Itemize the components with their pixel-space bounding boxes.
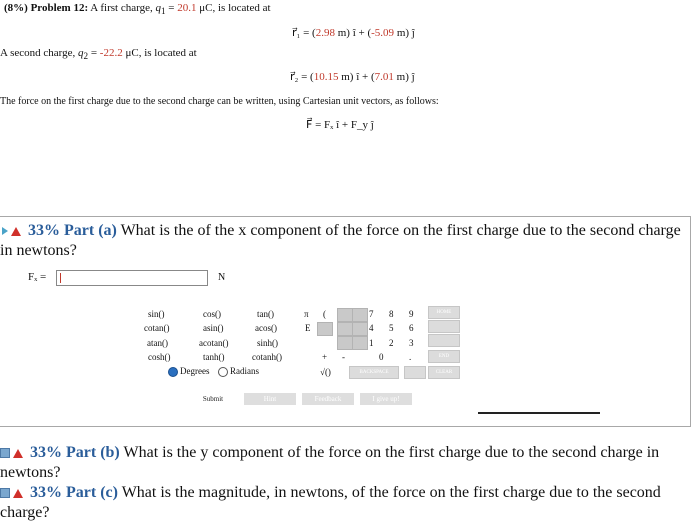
calc-atan-button[interactable]: atan() [147,338,168,348]
calc-blank-key[interactable] [337,336,353,350]
expand-arrow-icon[interactable] [2,227,8,235]
warning-icon [13,449,23,458]
calc-dot-button[interactable]: . [409,352,412,362]
r1-suffix: m) ĵ [394,27,415,39]
force-description: The force on the first charge due to the second charge can be written, using Cartesian unit vectors, as follows: [0,96,439,107]
calc-digit-2[interactable]: 2 [389,338,394,348]
degrees-option[interactable] [168,366,209,377]
collapsed-panel-icon [0,448,10,458]
problem-header: (8%) Problem 12: A first charge, $q_1 = 20.1$ μC, is located at [4,2,271,17]
calc-cotanh-button[interactable]: cotanh() [252,352,282,362]
calc-home-button[interactable]: HOME [428,306,460,319]
give-up-button[interactable]: I give up! [360,393,412,405]
calc-acotan-button[interactable]: acotan() [199,338,229,348]
hint-button[interactable]: Hint [244,393,296,405]
q1-symbol: q [155,2,161,14]
second-intro: A second charge, [0,47,76,59]
calc-digit-5[interactable]: 5 [389,323,394,333]
part-b-question-line2: newtons? [0,464,61,481]
part-c-label: Part (c) [66,484,118,501]
radians-label: Radians [230,366,259,376]
r2-equation [290,70,415,83]
calc-sin-button[interactable]: sin() [148,309,165,319]
calc-left-arrow-button[interactable] [428,320,460,333]
second-charge-text: A second charge, $q_2 = -22.2$ μC, is located at [0,47,197,62]
part-a-question-line2: in newtons? [0,242,77,259]
feedback-button[interactable]: Feedback [302,393,354,405]
calc-sinh-button[interactable]: sinh() [257,338,278,348]
unit-label: N [218,272,226,283]
part-b-header[interactable] [0,443,659,463]
calc-digit-6[interactable]: 6 [409,323,414,333]
calc-blank-key[interactable] [352,336,368,350]
r1-prefix: r⃗₁ = ( [292,27,316,39]
part-a-question: What is the of the x component of the force on the first charge due to the second charge [120,222,681,239]
calc-asin-button[interactable]: asin() [203,323,224,333]
part-b-question: What is the y component of the force on the first charge due to the second charge in [123,444,660,461]
part-a-label: Part (a) [64,222,117,239]
calc-close-paren-button[interactable] [337,308,353,322]
r2-y-value: 7.01 [374,71,394,83]
r1-mid: m) î + ( [334,27,372,39]
divider-line [478,412,600,414]
calc-del-button[interactable] [404,366,426,379]
r2-suffix: m) ĵ [393,71,415,83]
r2-prefix: r⃗₂ = ( [290,71,314,83]
part-c-question-line2: charge? [0,504,50,521]
part-c-question: What is the magnitude, in newtons, of the force on the first charge due to the second [121,484,661,501]
calc-digit-7[interactable]: 7 [369,309,374,319]
fx-answer-input[interactable] [56,270,208,286]
q1-value: 20.1 [177,2,197,14]
calc-blank-key[interactable] [352,322,368,336]
warning-icon [13,489,23,498]
problem-intro-text: A first charge, [90,2,153,14]
part-a-header [2,221,681,241]
calc-blank-key[interactable] [317,322,333,336]
text-cursor [60,273,61,283]
r1-x-value: 2.98 [315,27,335,39]
q2-symbol: q [78,47,84,59]
calc-sqrt-button[interactable]: √() [320,367,331,377]
calc-minus-button[interactable]: - [342,352,345,362]
part-b-percent: 33% [30,444,62,461]
q1-unit: μC, is located at [199,2,271,14]
calc-digit-8[interactable]: 8 [389,309,394,319]
part-c-header[interactable] [0,483,661,503]
calc-acos-button[interactable]: acos() [255,323,277,333]
degrees-label: Degrees [180,366,210,376]
q2-value: -22.2 [99,47,123,59]
r2-x-value: 10.15 [313,71,339,83]
q2-unit: μC, is located at [125,47,197,59]
calc-right-arrow-button[interactable] [428,334,460,347]
calc-cotan-button[interactable]: cotan() [144,323,170,333]
calc-plus-button[interactable]: + [322,352,328,362]
calc-tanh-button[interactable]: tanh() [203,352,225,362]
part-a-percent: 33% [28,222,60,239]
calc-clear-button[interactable]: CLEAR [428,366,460,379]
degrees-radio-icon [168,367,178,377]
r1-equation [292,26,415,39]
calc-backspace-button[interactable]: BACKSPACE [349,366,399,379]
calc-digit-3[interactable]: 3 [409,338,414,348]
calc-blank-key[interactable] [337,322,353,336]
r1-y-value: -5.09 [371,27,395,39]
calc-digit-0[interactable]: 0 [379,352,384,362]
calc-cos-button[interactable]: cos() [203,309,221,319]
calc-digit-9[interactable]: 9 [409,309,414,319]
calc-e-button[interactable]: E [305,323,311,333]
submit-button[interactable]: Submit [202,395,224,403]
part-c-percent: 33% [30,484,62,501]
q1-subscript: 1 [160,6,166,17]
calc-tan-button[interactable]: tan() [257,309,274,319]
radians-option[interactable] [218,366,259,377]
collapsed-panel-icon [0,488,10,498]
calc-cosh-button[interactable]: cosh() [148,352,171,362]
problem-number: (8%) Problem 12: [4,2,89,14]
calc-pi-button[interactable]: π [304,309,309,319]
warning-icon [11,227,21,236]
fx-label: Fₓ = [28,271,47,283]
force-equation: F⃗ = Fₓ î + F_y ĵ [306,119,374,131]
calc-open-paren-button[interactable]: ( [323,309,326,319]
part-b-label: Part (b) [66,444,120,461]
radians-radio-icon [218,367,228,377]
r2-mid: m) î + ( [338,71,375,83]
calc-digit-1[interactable]: 1 [369,338,374,348]
calc-digit-4[interactable]: 4 [369,323,374,333]
q2-subscript: 2 [83,51,89,62]
calc-blank-key[interactable] [352,308,368,322]
calc-end-button[interactable]: END [428,350,460,363]
